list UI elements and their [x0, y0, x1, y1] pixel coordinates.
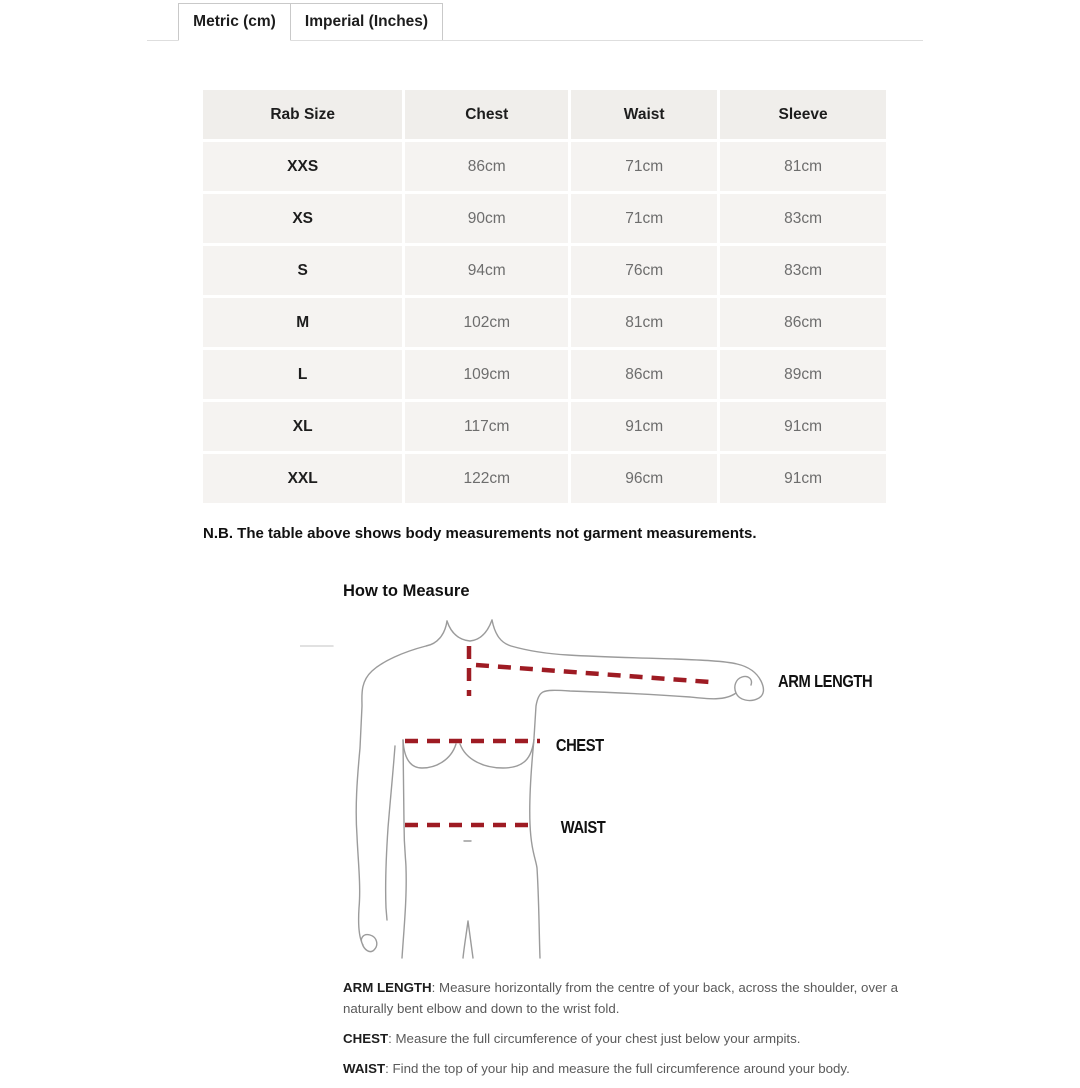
chest-value: 122cm: [405, 454, 568, 503]
size-label: L: [203, 350, 402, 399]
chest-value: 94cm: [405, 246, 568, 295]
tab-metric[interactable]: Metric (cm): [178, 3, 291, 41]
sleeve-value: 86cm: [720, 298, 886, 347]
chest-label: CHEST: [555, 735, 604, 756]
sleeve-value: 91cm: [720, 402, 886, 451]
unit-tabbar: [147, 3, 923, 41]
body-outline: [356, 620, 763, 958]
waist-value: 86cm: [571, 350, 717, 399]
how-to-measure-title: How to Measure: [343, 582, 470, 600]
chest-instruction-term: CHEST: [343, 1031, 389, 1046]
tab-imperial[interactable]: Imperial (Inches): [291, 3, 443, 40]
waist-value: 76cm: [571, 246, 717, 295]
waist-instruction-text: : Find the top of your hip and measure the full circumference around your body.: [385, 1061, 850, 1076]
waist-value: 81cm: [571, 298, 717, 347]
arm-length-label: ARM LENGTH: [778, 671, 873, 692]
waist-instruction: [343, 1058, 943, 1079]
arm-length-instruction-text: : Measure horizontally from the centre of your back, across the shoulder, over a naturally bent elbow and down to the wrist fold.: [343, 980, 898, 1016]
chest-instruction: [343, 1028, 943, 1049]
sleeve-value: 91cm: [720, 454, 886, 503]
sleeve-value: 83cm: [720, 194, 886, 243]
chest-value: 109cm: [405, 350, 568, 399]
size-label: XXL: [203, 454, 402, 503]
size-label: M: [203, 298, 402, 347]
column-header-waist: Waist: [571, 90, 717, 139]
chest-value: 90cm: [405, 194, 568, 243]
column-header-chest: Chest: [405, 90, 568, 139]
chest-value: 102cm: [405, 298, 568, 347]
body-measurements-note: N.B. The table above shows body measurements not garment measurements.: [203, 525, 757, 542]
arm-length-dash-line: [476, 665, 710, 682]
size-label: S: [203, 246, 402, 295]
chest-instruction-text: : Measure the full circumference of your chest just below your armpits.: [388, 1031, 801, 1046]
sleeve-value: 81cm: [720, 142, 886, 191]
chest-value: 86cm: [405, 142, 568, 191]
size-label: XL: [203, 402, 402, 451]
chest-value: 117cm: [405, 402, 568, 451]
size-label: XS: [203, 194, 402, 243]
column-header-size: Rab Size: [203, 90, 402, 139]
waist-value: 71cm: [571, 194, 717, 243]
size-table: [203, 90, 886, 503]
column-header-sleeve: Sleeve: [720, 90, 886, 139]
size-label: XXS: [203, 142, 402, 191]
sleeve-value: 89cm: [720, 350, 886, 399]
waist-label: WAIST: [560, 817, 606, 838]
arm-length-instruction-term: ARM LENGTH: [343, 980, 432, 995]
waist-value: 71cm: [571, 142, 717, 191]
waist-instruction-term: WAIST: [343, 1061, 386, 1076]
waist-value: 91cm: [571, 402, 717, 451]
measurement-instructions: [343, 977, 943, 1088]
measurement-diagram-figure: [300, 608, 880, 968]
arm-length-instruction: [343, 977, 943, 1019]
sleeve-value: 83cm: [720, 246, 886, 295]
waist-value: 96cm: [571, 454, 717, 503]
